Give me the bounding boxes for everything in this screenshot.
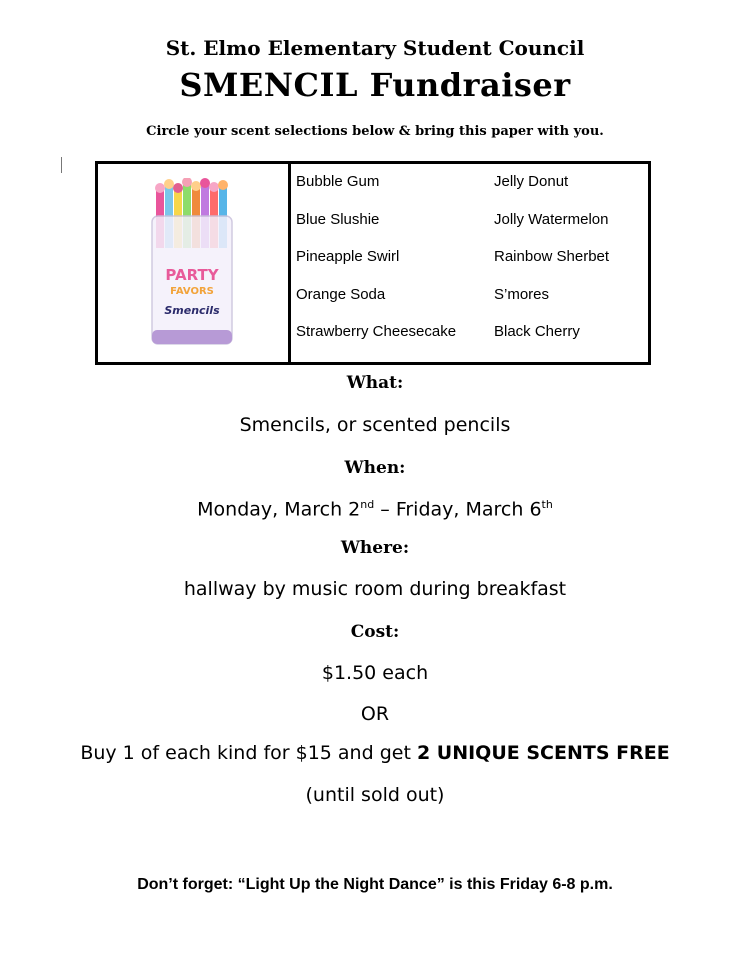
scent-item: Jolly Watermelon bbox=[494, 210, 609, 228]
when-end: – Friday, March 6 bbox=[374, 498, 542, 521]
deal-text: Buy 1 of each kind for $15 and get bbox=[80, 742, 417, 764]
when-end-suffix: th bbox=[541, 498, 553, 511]
scent-item: S’mores bbox=[494, 285, 550, 303]
text-cursor bbox=[61, 157, 62, 173]
or-text: OR bbox=[360, 703, 390, 725]
sold-out-note: (until sold out) bbox=[305, 784, 445, 806]
what-label: What: bbox=[346, 373, 404, 393]
when-value bbox=[0, 498, 750, 520]
scent-column-a bbox=[296, 172, 456, 360]
school-name: St. Elmo Elementary Student Council bbox=[165, 36, 585, 60]
bundle-deal bbox=[0, 742, 750, 764]
scent-item: Bubble Gum bbox=[296, 173, 380, 190]
scent-table bbox=[95, 161, 651, 365]
scent-item: Rainbow Sherbet bbox=[494, 248, 610, 265]
scent-item: Jelly Donut bbox=[494, 173, 569, 190]
when-label: When: bbox=[344, 458, 406, 478]
deal-bold: 2 UNIQUE SCENTS FREE bbox=[416, 742, 670, 764]
footer-reminder: Don’t forget: “Light Up the Night Dance” is this Friday 6-8 p.m. bbox=[137, 876, 613, 893]
scent-item: Blue Slushie bbox=[296, 210, 380, 228]
canister-base bbox=[152, 330, 232, 344]
where-label: Where: bbox=[340, 538, 410, 558]
cost-label: Cost: bbox=[350, 622, 400, 642]
canister-text-line2: FAVORS bbox=[170, 286, 214, 297]
page-title: SMENCIL Fundraiser bbox=[179, 66, 571, 104]
when-start-suffix: nd bbox=[360, 498, 375, 511]
where-value: hallway by music room during breakfast bbox=[183, 578, 567, 600]
cost-value: $1.50 each bbox=[321, 662, 429, 684]
scent-item: Orange Soda bbox=[296, 285, 386, 303]
scent-item: Black Cherry bbox=[494, 323, 580, 340]
canister-text-line1: PARTY bbox=[165, 266, 219, 284]
scent-item: Pineapple Swirl bbox=[296, 248, 400, 265]
canister-brand: Smencils bbox=[164, 304, 220, 317]
scent-item: Strawberry Cheesecake bbox=[296, 323, 457, 340]
what-value: Smencils, or scented pencils bbox=[239, 414, 511, 436]
instructions: Circle your scent selections below & bring this paper with you. bbox=[146, 124, 604, 139]
scent-column-b bbox=[494, 172, 609, 360]
smencil-canister-image bbox=[148, 178, 238, 348]
product-image-cell bbox=[98, 164, 291, 362]
when-start: Monday, March 2 bbox=[197, 498, 361, 521]
